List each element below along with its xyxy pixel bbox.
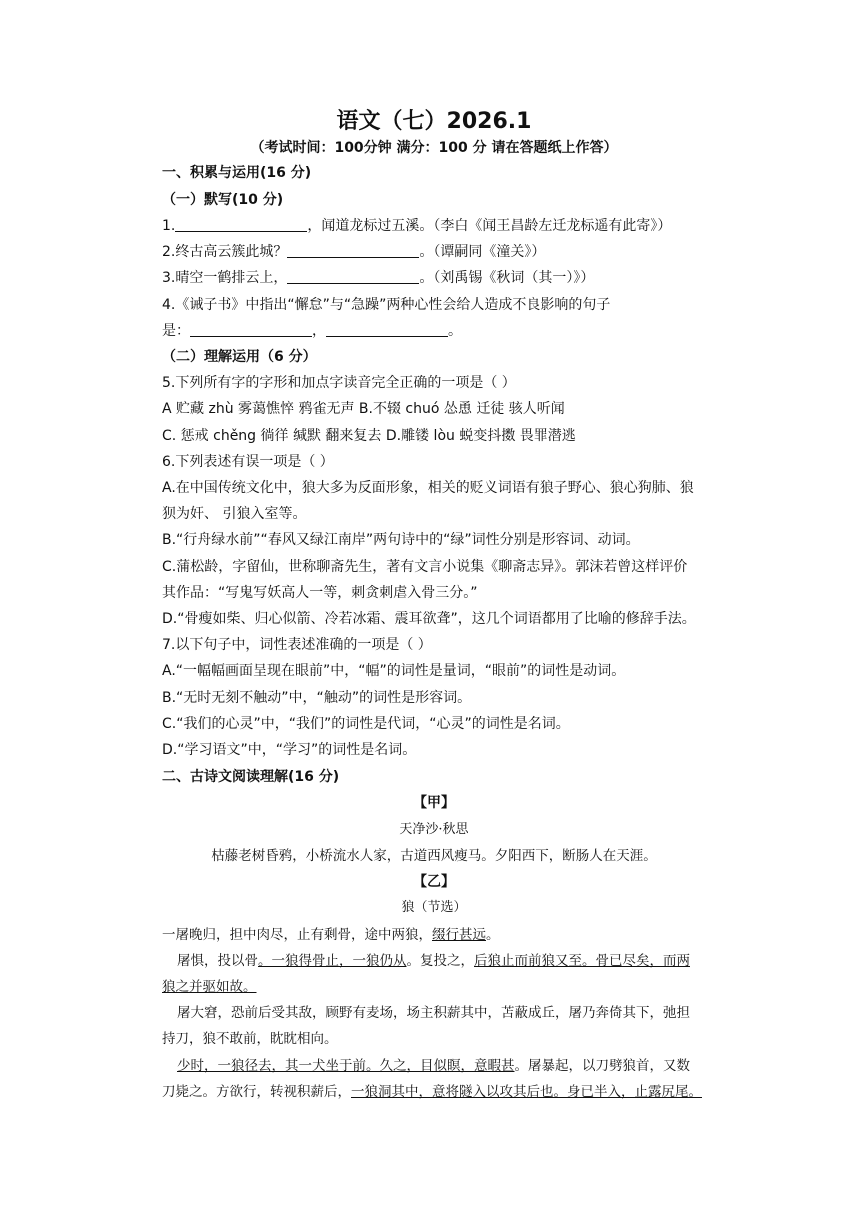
question-7-option-a: A.“一幅幅画面呈现在眼前”中，“幅”的词性是量词，“眼前”的词性是动词。 (162, 663, 626, 679)
question-5-stem: 5.下列所有字的字形和加点字读音完全正确的一项是（ ） (162, 375, 516, 391)
answer-blank[interactable] (175, 217, 307, 232)
q4-prefix: 是： (162, 323, 190, 339)
underlined-phrase: 少时，一狼径去，其一犬坐于前。久之，目似瞑，意暇甚 (177, 1058, 515, 1074)
q2-source: 。（谭嗣同《潼关》） (419, 244, 546, 260)
subsection-heading-understanding: （二）理解运用（6 分） (162, 349, 317, 365)
underlined-phrase: 后狼止而前狼又至。骨已尽矣，而两 (474, 953, 690, 969)
passage-paragraph-4 (177, 1056, 738, 1076)
section-heading-2: 二、古诗文阅读理解(16 分) (162, 769, 340, 785)
underlined-phrase: 。一狼得骨止，一狼仍从 (258, 953, 407, 969)
question-4-answer-line (162, 321, 738, 341)
question-7-stem: 7.以下句子中，词性表述准确的一项是（ ） (162, 637, 432, 653)
subsection-heading-dictation: （一）默写(10 分) (162, 192, 284, 208)
question-2 (162, 242, 738, 262)
question-6-option-a-cont: 狈为奸、 引狼入室等。 (162, 506, 307, 522)
q3-source: 。（刘禹锡《秋词（其一）》） (419, 270, 595, 286)
passage-paragraph-3: 屠大窘，恐前后受其敌，顾野有麦场，场主积薪其中，苫蔽成丘，屠乃奔倚其下，弛担 (177, 1005, 690, 1021)
passage-paragraph-2-cont (162, 977, 738, 997)
q4-end: 。 (448, 323, 462, 339)
underlined-phrase: 缀行甚远 (432, 927, 486, 943)
section-heading-1: 一、积累与运用(16 分) (162, 165, 312, 181)
question-4: 4.《诫子书》中指出“懈怠”与“急躁”两种心性会给人造成不良影响的句子 (162, 297, 611, 313)
underlined-phrase: 狼之并驱如故。 (162, 979, 257, 995)
passage-title: 狼（节选） (401, 900, 467, 915)
answer-blank[interactable] (287, 269, 419, 284)
passage-paragraph-1 (162, 925, 738, 945)
paragraph-text: 一屠晚归，担中肉尽，止有剩骨，途中两狼， (162, 927, 432, 943)
poem-text: 枯藤老树昏鸦，小桥流水人家，古道西风瘦马。夕阳西下，断肠人在天涯。 (211, 848, 657, 864)
passage-label-jia: 【甲】 (413, 795, 455, 811)
passage-paragraph-2 (177, 951, 738, 971)
q1-number: 1. (162, 218, 176, 234)
question-6-option-b: B.“行舟绿水前”“春风又绿江南岸”两句诗中的“绿”词性分别是形容词、动词。 (162, 532, 640, 548)
paragraph-text: 。屠暴起，以刀劈狼首，又数 (514, 1058, 690, 1074)
exam-info: （考试时间：100分钟 满分：100 分 请在答题纸上作答） (250, 140, 618, 156)
question-6-option-c: C.蒲松龄，字留仙，世称聊斋先生，著有文言小说集《聊斋志异》。郭沫若曾这样评价 (162, 559, 688, 575)
question-5-options-ab: A 贮藏 zhù 雾蔼憔悴 鸦雀无声 B.不辍 chuó 怂恿 迁徒 骇人听闻 (162, 401, 565, 417)
question-1 (162, 216, 738, 236)
question-5-options-cd: C. 惩戒 chěng 徜徉 缄默 翻来复去 D.雕镂 lòu 蜕变抖擞 畏罪潜逃 (162, 428, 576, 444)
paragraph-text: 。复投之， (406, 953, 474, 969)
page-title: 语文（七）2026.1 (336, 109, 532, 134)
poem-title: 天净沙·秋思 (399, 822, 469, 837)
passage-paragraph-4-cont (162, 1082, 738, 1102)
question-3 (162, 268, 738, 288)
passage-label-yi: 【乙】 (413, 874, 455, 890)
question-7-option-b: B.“无时无刻不触动”中，“触动”的词性是形容词。 (162, 690, 472, 706)
paragraph-text: 刀毙之。方欲行，转视积薪后， (162, 1084, 351, 1100)
passage-paragraph-3-cont: 持刀，狼不敢前，眈眈相向。 (162, 1031, 338, 1047)
question-6-option-c-cont: 其作品：“写鬼写妖高人一等，刺贪刺虐入骨三分。” (162, 585, 478, 601)
answer-blank[interactable] (190, 322, 312, 337)
answer-blank[interactable] (326, 322, 448, 337)
q1-text: ，闻道龙标过五溪。（李白《闻王昌龄左迁龙标遥有此寄》） (307, 218, 672, 234)
question-6-option-d: D.“骨瘦如柴、归心似箭、冷若冰霜、震耳欲聋”，这几个词语都用了比喻的修辞手法。 (162, 611, 696, 627)
question-7-option-d: D.“学习语文”中，“学习”的词性是名词。 (162, 742, 417, 758)
answer-blank[interactable] (287, 243, 419, 258)
question-6-option-a: A.在中国传统文化中，狼大多为反面形象，相关的贬义词语有狼子野心、狼心狗肺、狼 (162, 480, 694, 496)
paragraph-text: 。 (486, 927, 500, 943)
question-7-option-c: C.“我们的心灵”中，“我们”的词性是代词，“心灵”的词性是名词。 (162, 716, 570, 732)
question-6-stem: 6.下列表述有误一项是（ ） (162, 454, 334, 470)
q2-text: 2.终古高云簇此城？ (162, 244, 288, 260)
q3-text: 3.晴空一鹤排云上， (162, 270, 288, 286)
underlined-phrase: 一狼洞其中，意将隧入以攻其后也。身已半入，止露尻尾。 (351, 1084, 702, 1100)
q4-comma: ， (312, 323, 326, 339)
paragraph-text: 屠惧，投以骨 (177, 953, 258, 969)
